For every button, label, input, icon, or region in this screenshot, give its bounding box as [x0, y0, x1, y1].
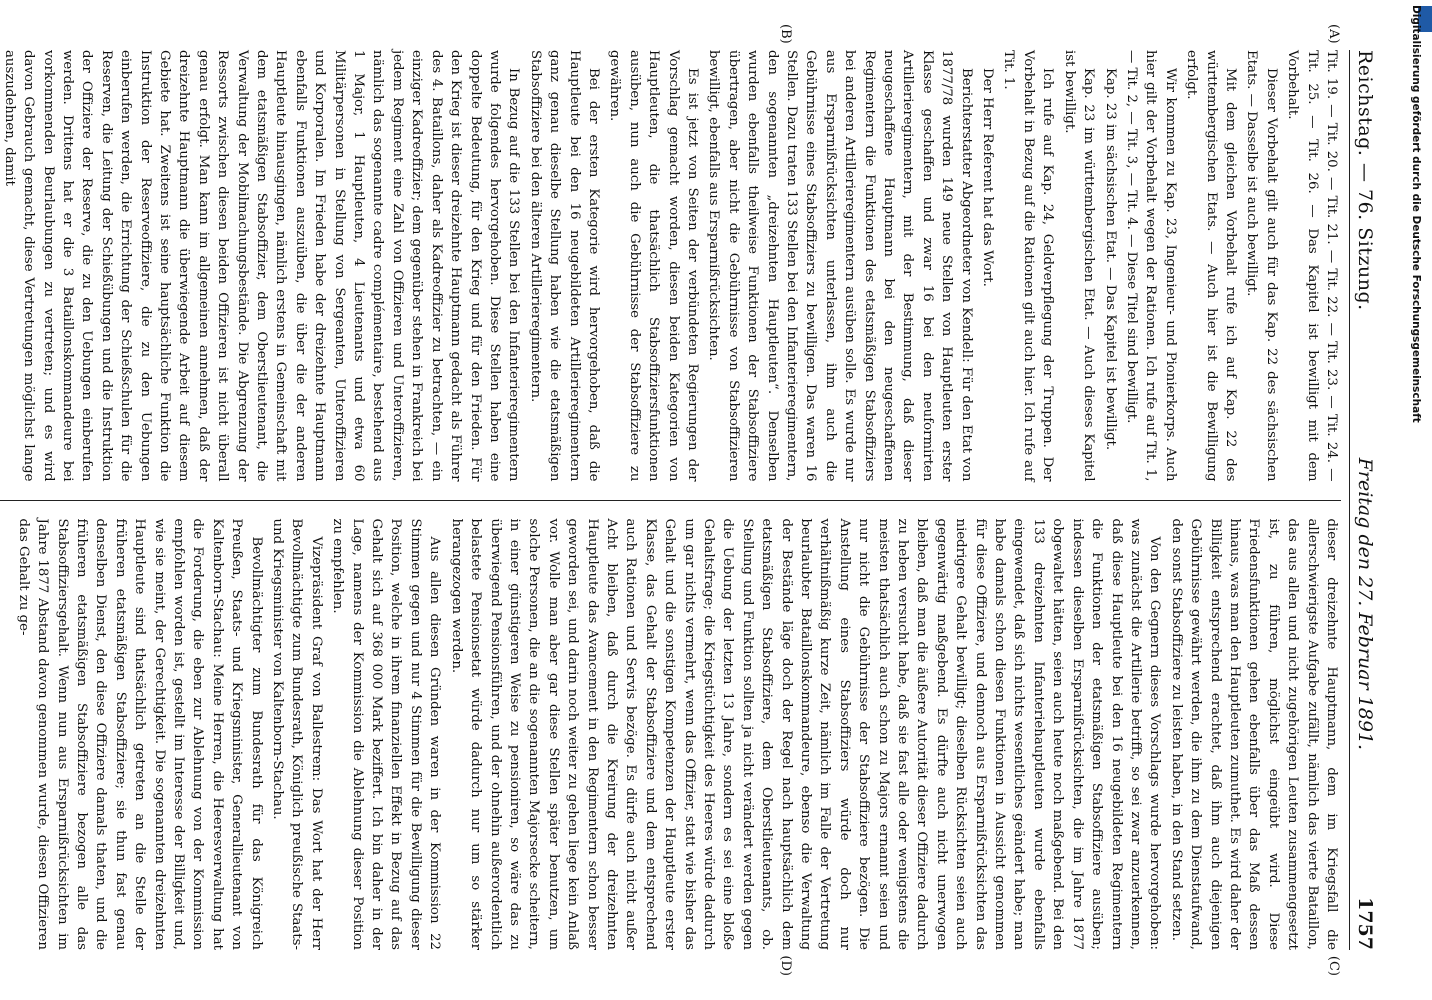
page-header [1349, 50, 1376, 950]
text-columns [0, 24, 1341, 976]
header-left: Reichstag. — 76. Sitzung. [1354, 50, 1376, 311]
paragraph: Kap. 23 im württembergischen Etat. — Auch dieses Kapitel ist bewilligt. [1061, 50, 1097, 482]
right-column [0, 519, 1341, 951]
digitization-banner: Digitalisierung gefördert durch die Deutsche Forschungsgemeinschaft [1410, 5, 1422, 423]
left-column [0, 50, 1341, 482]
paragraph: Es ist jetzt von Seiten der verbündeten Regierungen der Vorschlag gemacht worden, diesen beiden Kategorien von Hauptleuten, die thatsächlich Stabsoffiziersfunktionen ausüben, nun auch die Gebührnisse der Stabsoffiziere zu gewähren. [607, 50, 700, 482]
paragraph: Tit. 19. — Tit. 20. — Tit. 21. — Tit. 22. — Tit. 23. — Tit. 24. — Tit. 25. — Tit. 26. — Das Kapitel ist bewilligt mit dem Vorbehalt. [1285, 50, 1339, 482]
header-date: Freitag den 27. Februar 1891. [1354, 457, 1376, 751]
document-page [1, 20, 1416, 980]
margin-marker-d: (D) [778, 955, 793, 976]
paragraph: Ich rufe auf Kap. 24, Geldverpflegung der Truppen. Der Vorbehalt in Bezug auf die Rationen gilt auch hier. Ich rufe auf Tit. 1. [1001, 50, 1056, 482]
paragraph: Der Herr Referent hat das Wort. [980, 68, 996, 287]
page-number: 1757 [1354, 897, 1376, 950]
paragraph: dieser dreizehnte Hauptmann, dem im Kriegsfall die allerschwierigste Aufgabe zufällt, nämlich das vierte Bataillon, das aus allen und nicht zugehörigen Leuten zusammengesetzt ist, zu führen, möglichst eingeübt wird. Diese Friedensfunktionen gehen ebenfalls über das Maß dessen hinaus, was man den Hauptleuten zumuthet. Es wird daher der Billigkeit entsprechend erachtet, daß ihm auch diejenigen Gebührnisse gewährt werden, die ihm zu dem Dienstaufwand, den sonst Stabsoffiziere zu leisten haben, in den Stand setzen. [1168, 518, 1339, 950]
paragraph: Aus allen diesen Gründen waren in der Kommission 22 Stimmen gegen und nur 4 Stimmen für die Bewilligung dieser Position, welche in ihrem finanziellen Effekt in Bezug auf das Gehalt sich auf 368 000 Mark beziffert. Ich bin daher in der Lage, namens der Kommission die Ablehnung dieser Position zu empfehlen. [330, 518, 443, 950]
paragraph: In Bezug auf die 133 Stellen bei den Infanterieregimentern wurde folgendes hervorgehoben. Diese Stellen haben eine doppelte Bedeutung, für den Krieg und für den Frieden. Für den Krieg ist dieser dreizehnte Hauptmann gedacht als Führer des 4. Bataillons, daher als Kadreoffizier zu betrachten, — ein einziger Kadreoffizier; dem gegenüber stehen in Frankreich bei jedem Regiment eine Zahl von Offizieren und Unteroffizieren, nämlich das sogenannte cadre complémentaire, bestehend aus 1 Major, 1 Hauptleuten, 4 Lieutenants und etwa 60 Militärpersonen in Stellung von Sergeanten, Unteroffizieren und Korporalen. Im Frieden habe der dreizehnte Hauptmann ebenfalls Funktionen auszuüben, die über die der anderen Hauptleute hinausgingen, nämlich erstens in Gemeinschaft mit dem etatsmäßigen Stabsoffizier, dem Oberstlieutenant, die Verwaltung der Mobilmachungsbestände. Die Abgrenzung der Ressorts zwischen diesen beiden Offizieren ist nicht überall genau erfolgt. Man kann im allgemeinen annehmen, daß der dreizehnte Hauptmann die überwiegende Arbeit auf diesem Gebiete hat. Zweitens ist seine hauptsächliche Funktion die Instruktion der Reserveoffiziere, die zu den Uebungen einberufen werden, die Errichtung der Schießschulen für die Reserven, die Leitung der Schießübungen und die Instruktion der Offiziere der Reserve, die zu den Uebungen einberufen werden. Drittens hat er die 3 Bataillonskommandeure bei vorkommenden Beurlaubungen zu vertreten; und es wird davon Gebrauch gemacht, diese Vertretungen möglichst lange auszudehnen, damit [1, 50, 522, 482]
paragraph: Berichterstatter Abgeordneter von Kendell: Für den Etat von 1877/78 wurden 149 neue Stellen von Hauptleuten erster Klasse geschaffen und zwar 16 bei den neuformirten Artillerieregimentern, mit der Bestimmung, daß dieser neugeschaffene Hauptmann bei den neugeschaffenen Regimentern die Funktionen des etatsmäßigen Stabsoffiziers bei anderen Artillerieregimentern ausüben solle. Es wurde nur aus Ersparnißrücksichten unterlassen, ihm auch die Gebührnisse eines Stabsoffiziers zu bewilligen. Das waren 16 Stellen. Dazu traten 133 Stellen bei den Infanterieregimentern, den sogenannten „dreizehnten Hauptleuten“. Denselben wurden ebenfalls theilweise Funktionen der Stabsoffiziere übertragen, aber nicht die Gebührnisse von Stabsoffizieren bewilligt, ebenfalls aus Ersparnißrücksichten. [706, 50, 974, 482]
paragraph: Von den Gegnern dieses Vorschlags wurde hervorgehoben: was zunächst die Artillerie betrifft, so sei zwar anzuerkennen, daß diese Hauptleute bei den 16 neugebildeten Regimentern die Funktionen der etatsmäßigen Stabsoffiziere ausüben; indessen dieselben Ersparnißrücksichten, die im Jahre 1877 obgewaltet hätten, seien auch heute noch maßgebend. Bei den 133 dreizehnten Infanteriehauptleuten wurde ebenfalls eingewendet, daß sich nichts wesentliches geändert habe; man habe damals schon diesen Funktionen in Aussicht genommen für diese Offiziere, und dennoch aus Ersparnißrücksichten das niedrigere Gehalt bewilligt; dieselben Rücksichten seien auch gegenwärtig maßgebend. Es dürfte auch nicht unerwogen bleiben, daß man die äußere Autorität dieser Offiziere dadurch zu heben versucht habe, daß sie fast alle oder wenigstens die meisten thatsächlich auch schon zu Majors ernannt seien und nur nicht die Gebührnisse der Stabsoffiziere bezögen. Die Anstellung eines Stabsoffiziers würde doch nur verhältnißmäßig kurze Zeit, nämlich im Falle der Vertretung beurlaubter Bataillonskommandeure, ebenso die Verwaltung der Bestände läge doch der Regel nach hauptsächlich dem etatsmäßigen Stabsoffiziere, dem Oberstlieutenants, ob. Stellung und Funktion sollten ja nicht verändert werden gegen die Uebung der letzten 13 Jahre, sondern es sei eine bloße Gehaltsfrage; die Kriegstüchtigkeit des Heeres würde dadurch um gar nichts vermehrt, wenn das Offizier, statt wie bisher das Gehalt und die sonstigen Kompetenzen der Hauptleute erster Klasse, das Gehalt der Stabsoffiziere und dem entsprechend auch Rationen und Servis bezöge. Es dürfe auch nicht außer Acht bleiben, daß durch die Kreirung der dreizehnten Hauptleute das Avancement in den Regimentern schon besser geworden sei, und darin noch weiter zu gehen liege kein Anlaß vor. Wolle man aber gar diese Stellen später benutzen, um solche Personen, die an die sogenannten Majorsecke scheitern, in einer günstigeren Weise zu pensioniren, so wäre das zu überwiegend Pensionsführen, und der ohnehin außerordentlich belastete Pensionsetat würde dadurch nur um so stärker herangezogen werden. [448, 518, 1163, 950]
paragraph: Bei der ersten Kategorie wird hervorgehoben, daß die Hauptleute bei den 16 neugebildeten Artillerieregimentern ganz genau dieselbe Stellung haben wie die etatsmäßigen Stabsoffiziere bei den älteren Artillerieregimentern. [527, 50, 601, 482]
paragraph: Vizepräsident Graf von Ballestrem: Das Wort hat der Herr Bevollmächtigte zum Bundesrath, Königlich preußische Staats- und Kriegsminister von Kaltenborn-Stachau. [270, 518, 324, 950]
paragraph: Wir kommen zu Kap. 23, Ingenieur- und Pionierkorps. Auch hier gilt der Vorbehalt wegen der Rationen. Ich rufe auf Tit. 1, — Tit. 2, — Tit. 3, — Tit. 4. — Diese Titel sind bewilligt. [1123, 50, 1178, 482]
paragraph: Dieser Vorbehalt gilt auch für das Kap. 22 des sächsischen Etats. — Dasselbe ist auch bewilligt. [1244, 50, 1279, 482]
column-divider [0, 500, 1341, 501]
margin-marker-a: (A) [1326, 24, 1341, 44]
margin-marker-c: (C) [1326, 955, 1341, 976]
margin-marker-b: (B) [778, 24, 793, 44]
paragraph: Bevollmächtigter zum Bundesrath für das Königreich Preußen, Staats- und Kriegsminister, Generallieutenant von Kaltenborn-Stachau: Meine Herren, die Heeresverwaltung hat die Forderung, die eben zur Ablehnung von der Kommission empfohlen worden ist, gestellt im Interesse der Billigkeit und, wie sie meint, der Gerechtigkeit. Die sogenannten dreizehnten Hauptleute sind thatsächlich getreten an die Stelle der früheren etatsmäßigen Stabsoffiziere; sie thun fast genau denselben Dienst, den diese Offiziere damals thaten, und die früheren etatsmäßigen Stabsoffiziere bezogen alle das Stabsoffiziersgehalt. Wenn nun aus Ersparnißrücksichten im Jahre 1877 Abstand davon genommen wurde, diesen Offizieren das Gehalt zu ge- [15, 518, 264, 950]
paragraph: Kap. 23 im sächsischen Etat. — Das Kapitel ist bewilligt. [1102, 68, 1118, 451]
paragraph: Mit dem gleichen Vorbehalt rufe ich auf Kap. 22 des württembergischen Etats. — Auch hier ist die Bewilligung erfolgt. [1184, 50, 1238, 482]
